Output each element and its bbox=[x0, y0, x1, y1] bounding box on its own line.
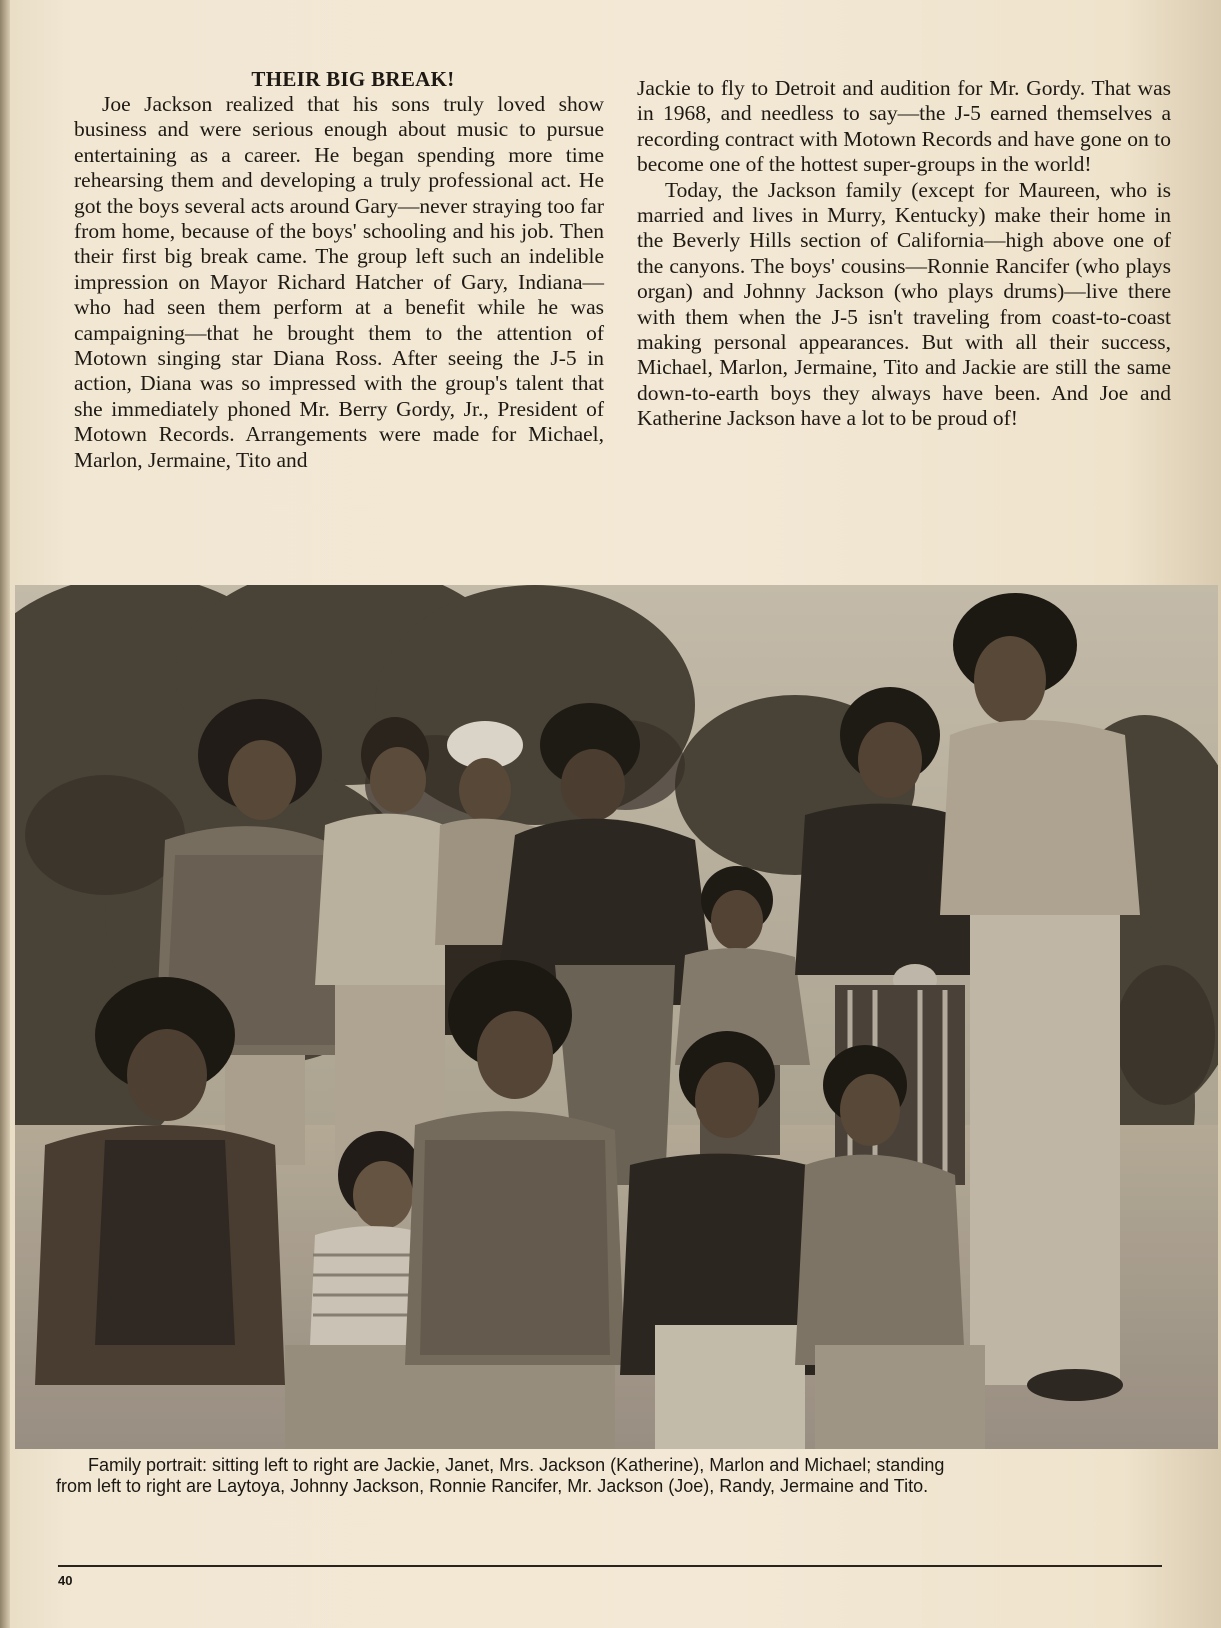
article-headline: THEIR BIG BREAK! bbox=[251, 67, 455, 91]
family-portrait-illustration bbox=[15, 585, 1218, 1449]
page-spine-shadow bbox=[0, 0, 10, 1628]
family-portrait-photo bbox=[15, 585, 1218, 1449]
article-column-right bbox=[637, 76, 1171, 432]
caption-line: Family portrait: sitting left to right are Jackie, Janet, Mrs. Jackson (Katherine), Marlon and Michael; standing bbox=[88, 1455, 945, 1475]
page-number: 40 bbox=[58, 1573, 73, 1588]
footer-rule bbox=[58, 1565, 1162, 1567]
article-paragraph: Jackie to fly to Detroit and audition for Mr. Gordy. That was in 1968, and needless to say—the J-5 earned themselves a recording contract with Motown Records and have gone on to become one of the hottest super-groups in the world! bbox=[637, 76, 1171, 177]
caption-line: from left to right are Laytoya, Johnny Jackson, Ronnie Rancifer, Mr. Jackson (Joe), Randy, Jermaine and Tito. bbox=[56, 1476, 929, 1496]
article-paragraph: Today, the Jackson family (except for Maureen, who is married and lives in Murry, Kentucky) make their home in the Beverly Hills section of California—high above one of the canyons. The boys' cousins—Ronnie Rancifer (who plays organ) and Johnny Jackson (who plays drums)—live there with them when the J-5 isn't traveling from coast-to-coast making personal appearances. But with all their success, Michael, Marlon, Jermaine, Tito and Jackie are still the same down-to-earth boys they always have been. And Joe and Katherine Jackson have a lot to be proud of! bbox=[637, 177, 1171, 431]
photo-caption bbox=[56, 1455, 1176, 1497]
article-paragraph: Joe Jackson realized that his sons truly loved show business and were serious enough about music to pursue entertaining as a career. He began spending more time rehearsing them and developing a truly professional act. He got the boys several acts around Gary—never straying too far from home, because of the boys' schooling and his job. Then their first big break came. The group left such an indelible impression on Mayor Richard Hatcher of Gary, Indiana—who had seen them perform at a benefit while he was campaigning—that he brought them to the attention of Motown singing star Diana Ross. After seeing the J-5 in action, Diana was so impressed with the group's talent that she immediately phoned Mr. Berry Gordy, Jr., President of Motown Records. Arrangements were made for Michael, Marlon, Jermaine, Tito and bbox=[74, 92, 604, 472]
article-column-left bbox=[74, 66, 604, 473]
